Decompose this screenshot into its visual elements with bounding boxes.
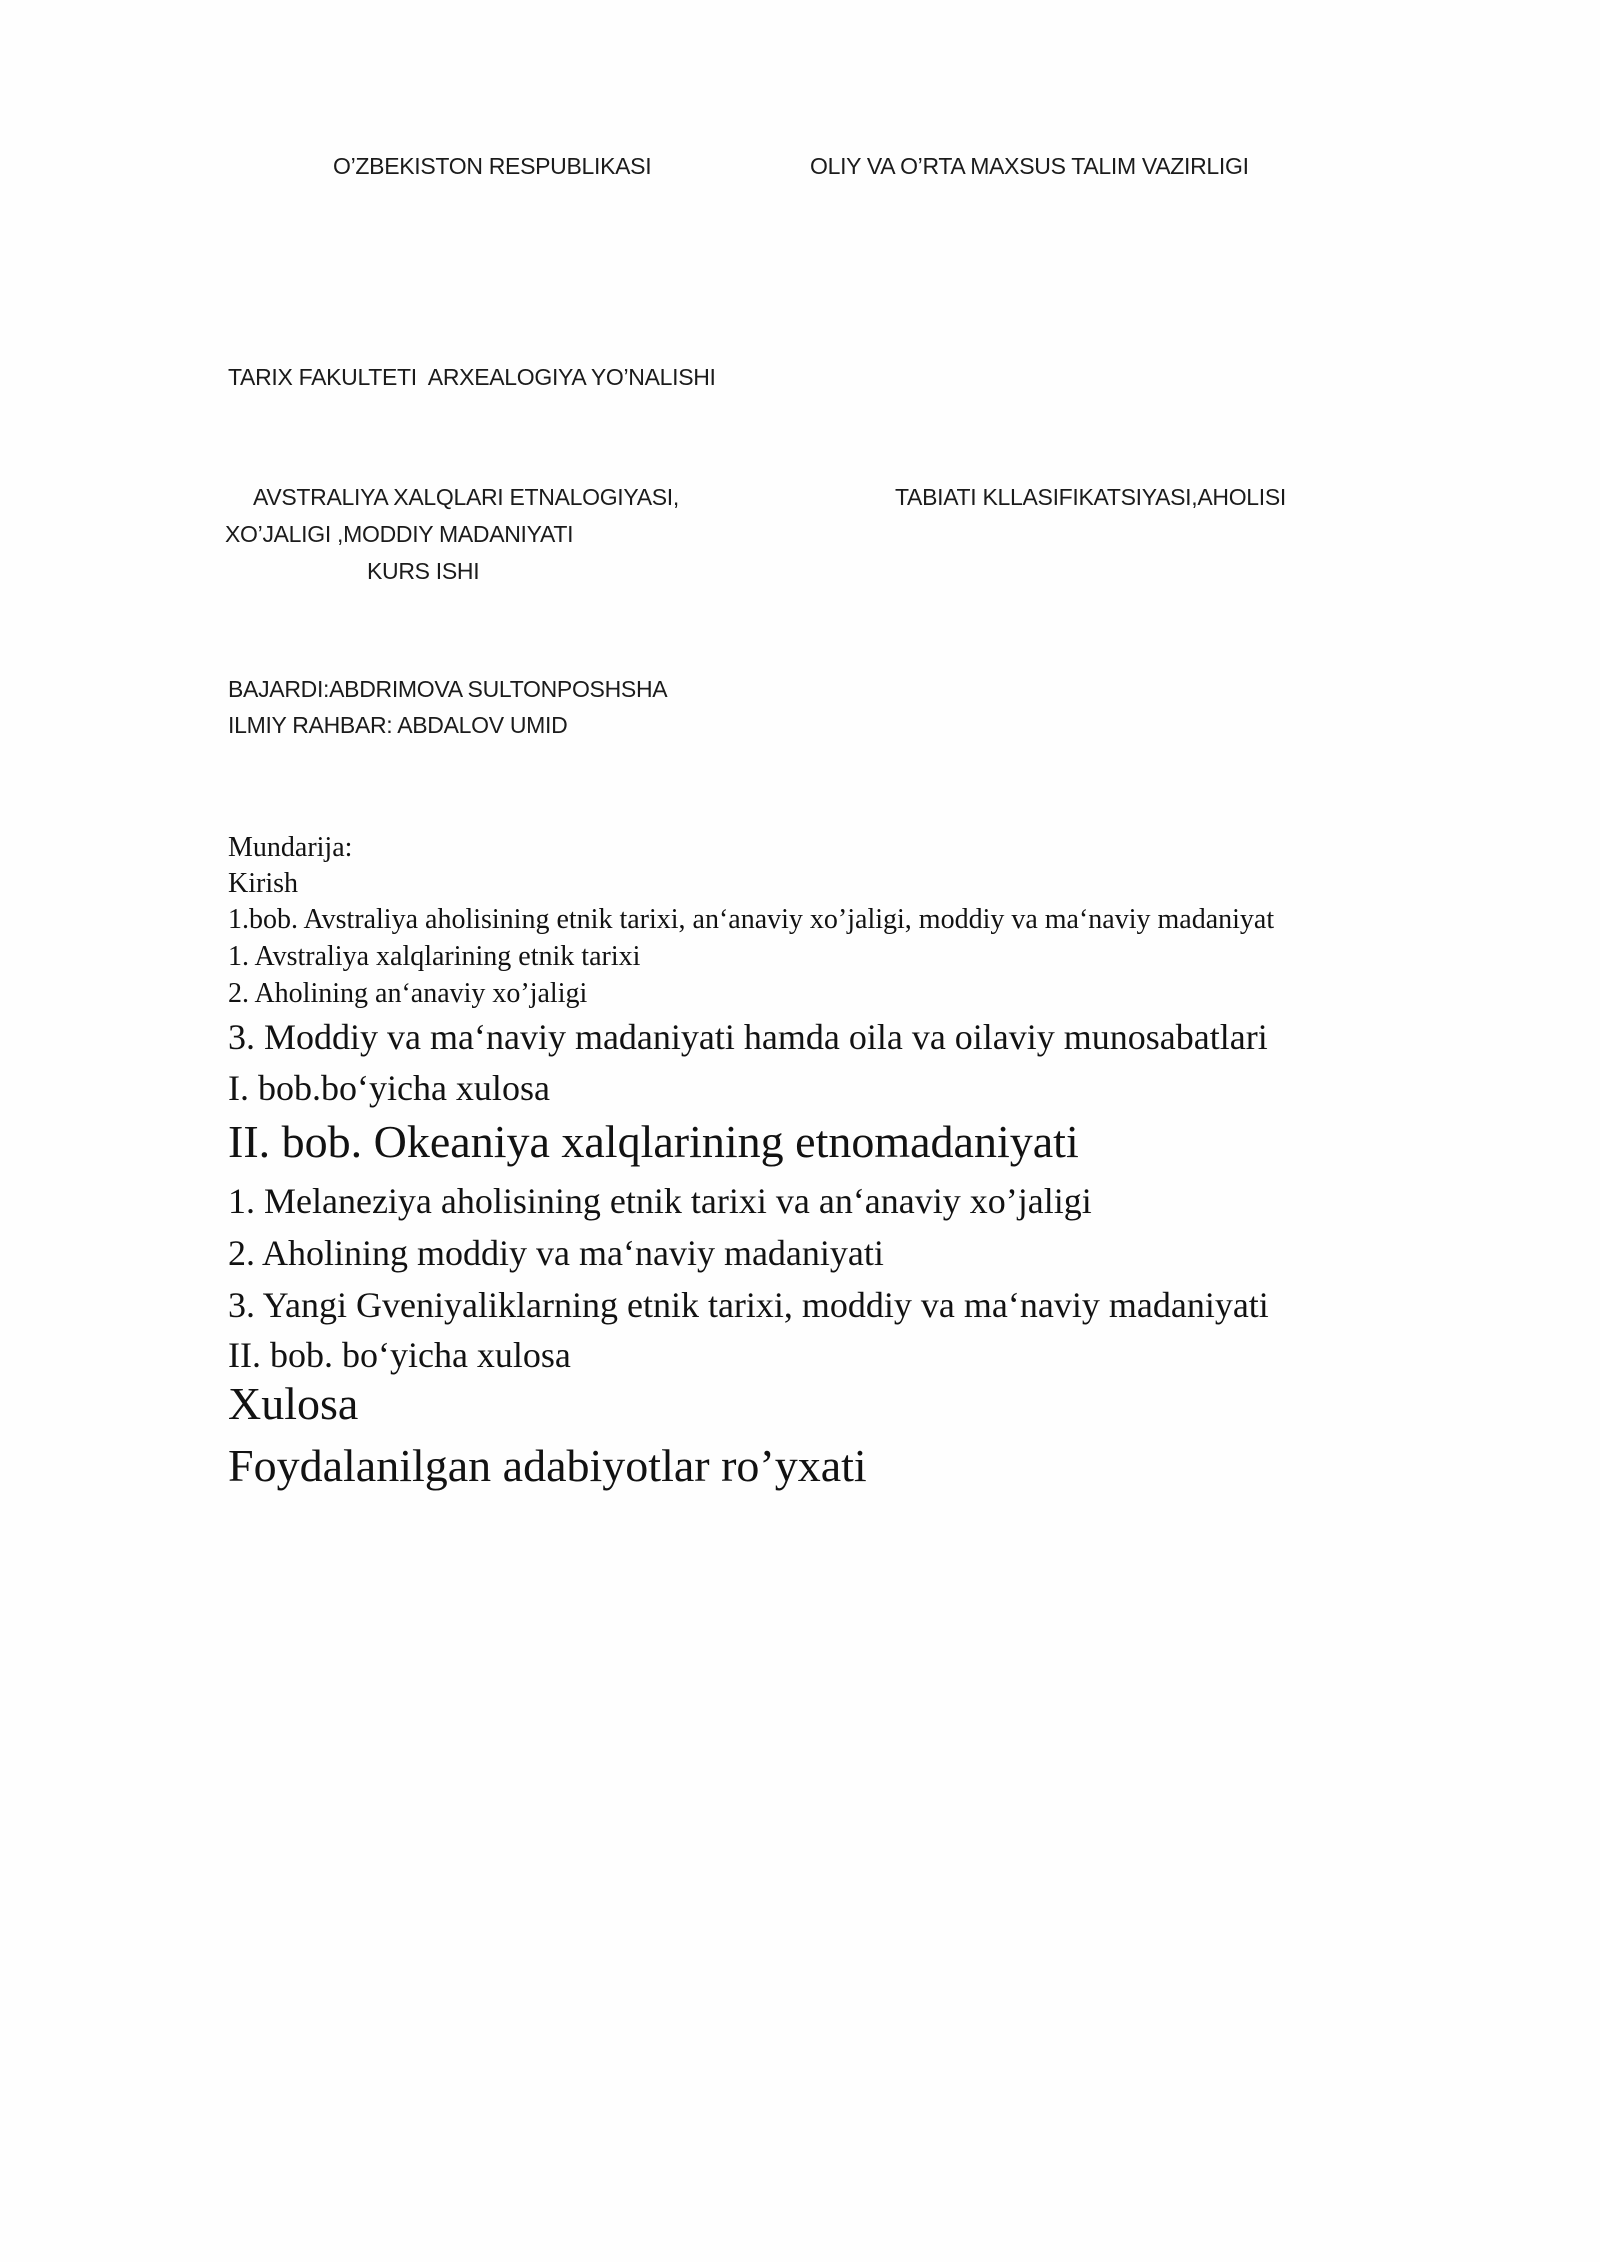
- toc-line-ch1-item2: 2. Aholining an‘anaviy xo’jaligi: [228, 978, 588, 1009]
- supervisor-line: ILMIY RAHBAR: ABDALOV UMID: [228, 712, 568, 738]
- course-work-label: KURS ISHI: [367, 558, 480, 584]
- course-title-line1-left: AVSTRALIYA XALQLARI ETNALOGIYASI,: [253, 484, 679, 510]
- toc-line-conclusion: Xulosa: [228, 1378, 359, 1429]
- toc-line-chapter2: II. bob. Okeaniya xalqlarining etnomadaniyati: [228, 1116, 1079, 1167]
- toc-line-chapter1: 1.bob. Avstraliya aholisining etnik tarixi, an‘anaviy xo’jaligi, moddiy va ma‘naviy madaniyat: [228, 904, 1275, 935]
- author-line: BAJARDI:ABDRIMOVA SULTONPOSHSHA: [228, 676, 668, 702]
- toc-line-ch2-item1: 1. Melaneziya aholisining etnik tarixi va an‘anaviy xo’jaligi: [228, 1181, 1092, 1221]
- toc-line-ch1-item3: 3. Moddiy va ma‘naviy madaniyati hamda oila va oilaviy munosabatlari: [228, 1017, 1268, 1057]
- toc-line-references: Foydalanilgan adabiyotlar ro’yxati: [228, 1440, 867, 1491]
- faculty-direction-line: TARIX FAKULTETI ARXEALOGIYA YO’NALISHI: [228, 364, 716, 390]
- header-ministry-left: O’ZBEKISTON RESPUBLIKASI: [333, 153, 652, 179]
- header-ministry-right: OLIY VA O’RTA MAXSUS TALIM VAZIRLIGI: [810, 153, 1249, 179]
- toc-heading: Mundarija:: [228, 832, 353, 863]
- toc-line-ch2-item3: 3. Yangi Gveniyaliklarning etnik tarixi, moddiy va ma‘naviy madaniyati: [228, 1285, 1269, 1325]
- toc-line-ch2-conclusion: II. bob. bo‘yicha xulosa: [228, 1335, 571, 1375]
- toc-line-ch1-item1: 1. Avstraliya xalqlarining etnik tarixi: [228, 941, 641, 972]
- toc-line-ch2-item2: 2. Aholining moddiy va ma‘naviy madaniyati: [228, 1233, 884, 1273]
- course-title-line1-right: TABIATI KLLASIFIKATSIYASI,AHOLISI: [895, 484, 1287, 510]
- course-title-line2: XO’JALIGI ,MODDIY MADANIYATI: [225, 521, 574, 547]
- toc-line-kirish: Kirish: [228, 868, 298, 899]
- toc-line-ch1-conclusion: I. bob.bo‘yicha xulosa: [228, 1068, 550, 1108]
